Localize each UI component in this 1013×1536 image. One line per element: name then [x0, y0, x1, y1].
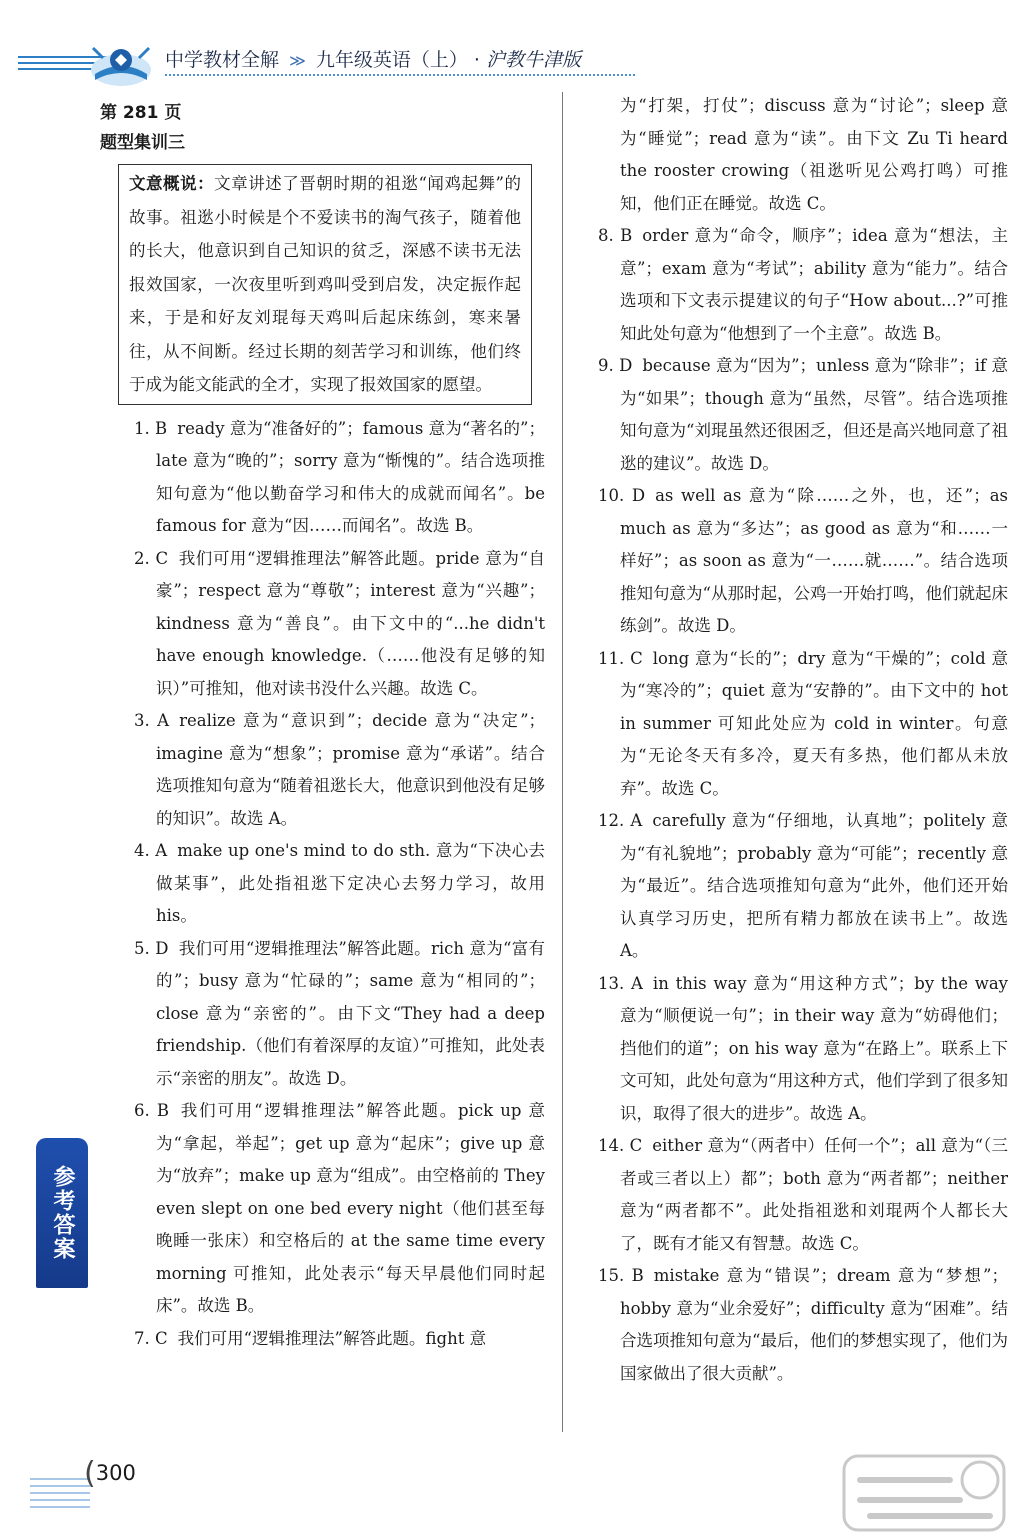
answer-item-1: 1. B ready 意为“准备好的”；famous 意为“著名的”；late 意为“晚的”；sorry 意为“惭愧的”。结合选项推知句意为“他以勤奋学习和伟大的成就而闻名”。be famous for 意为“因……而闻名”。故选 B。	[134, 418, 545, 535]
answer-item-11: 11. C long 意为“长的”；dry 意为“干燥的”；cold 意为“寒冷的”；quiet 意为“安静的”。由下文中的 hot in summer 可知此处应为 cold in winter。句意为“无论冬天有多冷，夏天有多热，他们都从未放弃”。故选 C。	[598, 648, 1008, 798]
answer-item-7: 7. C 我们可用“逻辑推理法”解答此题。fight 意	[134, 1328, 487, 1348]
page-bracket-icon: (	[84, 1456, 96, 1491]
answer-item-8: 8. B order 意为“命令，顺序”；idea 意为“想法，主意”；exam 意为“考试”；ability 意为“能力”。结合选项和下文表示提建议的句子“How about...?”可推知此处句意为“他想到了一个主意”。故选 B。	[598, 226, 1008, 343]
answer-item-14: 14. C either 意为“（两者中）任何一个”；all 意为“（三者或三者以上）都”；both 意为“两者都”；neither 意为“两者都不”。此处指祖逖和刘琨两个人都长大了，既有才能又有智慧。故选 C。	[598, 1136, 1008, 1253]
page-number: 300	[95, 1461, 136, 1485]
footer-decor-lines	[30, 1478, 90, 1513]
answer-item-15: 15. B mistake 意为“错误”；dream 意为“梦想”；hobby 意为“业余爱好”；difficulty 意为“困难”。结合选项推知句意为“最后，他们的梦想实现了，他们为国家做出了很大贡献”。	[598, 1266, 1008, 1383]
title-separator: ·	[473, 49, 480, 71]
book-subtitle: 九年级英语（上）	[315, 49, 468, 71]
summary-text: 文章讲述了晋朝时期的祖逖“闻鸡起舞”的故事。祖逖小时候是个不爱读书的淘气孩子，随着他的长大，他意识到自己知识的贫乏，深感不读书无法报效国家，一次夜里听到鸡叫受到启发，决定振作起来，于是和好友刘琨每天鸡叫后起床练剑，寒来暑往，从不间断。经过长期的刻苦学习和训练，他们终于成为能文能武的全才，实现了报效国家的愿望。	[129, 174, 522, 394]
answer-item-4: 4. A make up one's mind to do sth. 意为“下决心去做某事”，此处指祖逖下定决心去努力学习，故用 his。	[134, 841, 546, 925]
answer-item-10: 10. D as well as 意为“除……之外，也，还”；as much as 意为“多达”；as good as 意为“和……一样好”；as soon as 意为“一……就……”。结合选项推知句意为“从那时起，公鸡一开始打鸣，他们就起床练剑”。故选 D。	[598, 486, 1008, 635]
section-title: 题型集训三	[100, 133, 185, 153]
summary-label: 文意概说：	[129, 174, 215, 193]
page-label: 第 281 页	[100, 103, 182, 123]
header-dotted-rule	[165, 74, 635, 76]
answer-item-5: 5. D 我们可用“逻辑推理法”解答此题。rich 意为“富有的”；busy 意为“忙碌的”；same 意为“相同的”；close 意为“亲密的”。由下文“They had a deep friendship.（他们有着深厚的友谊）”可推知，此处表示“亲密的朋友”。故选 D。	[134, 938, 546, 1088]
answer-item-13: 13. A in this way 意为“用这种方式”；by the way 意为“顺便说一句”；in their way 意为“妨碍他们；挡他们的道”；on his way 意为“在路上”。联系上下文可知，此处句意为“用这种方式，他们学到了很多知识，取得了很大的进步”。故选 A。	[598, 973, 1008, 1123]
column-divider	[562, 92, 563, 1432]
answer-item-2: 2. C 我们可用“逻辑推理法”解答此题。pride 意为“自豪”；respect 意为“尊敬”；interest 意为“兴趣”；kindness 意为“善良”。由下文中的“...he didn't have enough knowledge.（……他没有足够的知识）”可推知，他对读书没什么兴趣。故选 C。	[134, 548, 545, 698]
answer-item-9: 9. D because 意为“因为”；unless 意为“除非”；if 意为“如果”；though 意为“虽然，尽管”。结合选项推知句意为“刘琨虽然还很困乏，但还是高兴地同意了祖逖的建议”。故选 D。	[598, 356, 1008, 473]
answer-item-7-continued: 为“打架，打仗”；discuss 意为“讨论”；sleep 意为“睡觉”；read 意为“读”。由下文 Zu Ti heard the rooster crowing（祖逖听见公鸡打鸣）可推知，他们正在睡觉。故选 C。	[620, 96, 1008, 213]
page-header	[0, 0, 1013, 96]
header-title	[165, 45, 581, 72]
right-column	[578, 90, 1008, 1390]
title-arrow: ≫	[289, 51, 306, 70]
footer-page-number	[84, 1456, 136, 1491]
answer-item-3: 3. A realize 意为“意识到”；decide 意为“决定”；imagine 意为“想象”；promise 意为“承诺”。结合选项推知句意为“随着祖逖长大，他意识到他没有足够的知识”。故选 A。	[134, 711, 546, 828]
left-column	[100, 98, 545, 1355]
book-edition: 沪教牛津版	[486, 49, 582, 71]
summary-box	[118, 164, 532, 405]
book-title: 中学教材全解	[165, 49, 280, 71]
answer-item-12: 12. A carefully 意为“仔细地，认真地”；politely 意为“有礼貌地”；probably 意为“可能”；recently 意为“最近”。结合选项推知句意为“此外，他们还开始认真学习历史，把所有精力都放在读书上”。故选 A。	[598, 811, 1008, 960]
answer-item-6: 6. B 我们可用“逻辑推理法”解答此题。pick up 意为“拿起，举起”；get up 意为“起床”；give up 意为“放弃”；make up 意为“组成”。由空格前的 They even slept on one bed every night（他们甚至每晚睡一张床）和空格后的 at the same time every morning 可推知，此处表示“每天早晨他们同时起床”。故选 B。	[134, 1101, 545, 1315]
book-logo-icon	[85, 40, 157, 90]
answer-stamp-icon	[840, 1450, 1010, 1536]
side-tab-answers: 参考答案	[36, 1138, 88, 1288]
